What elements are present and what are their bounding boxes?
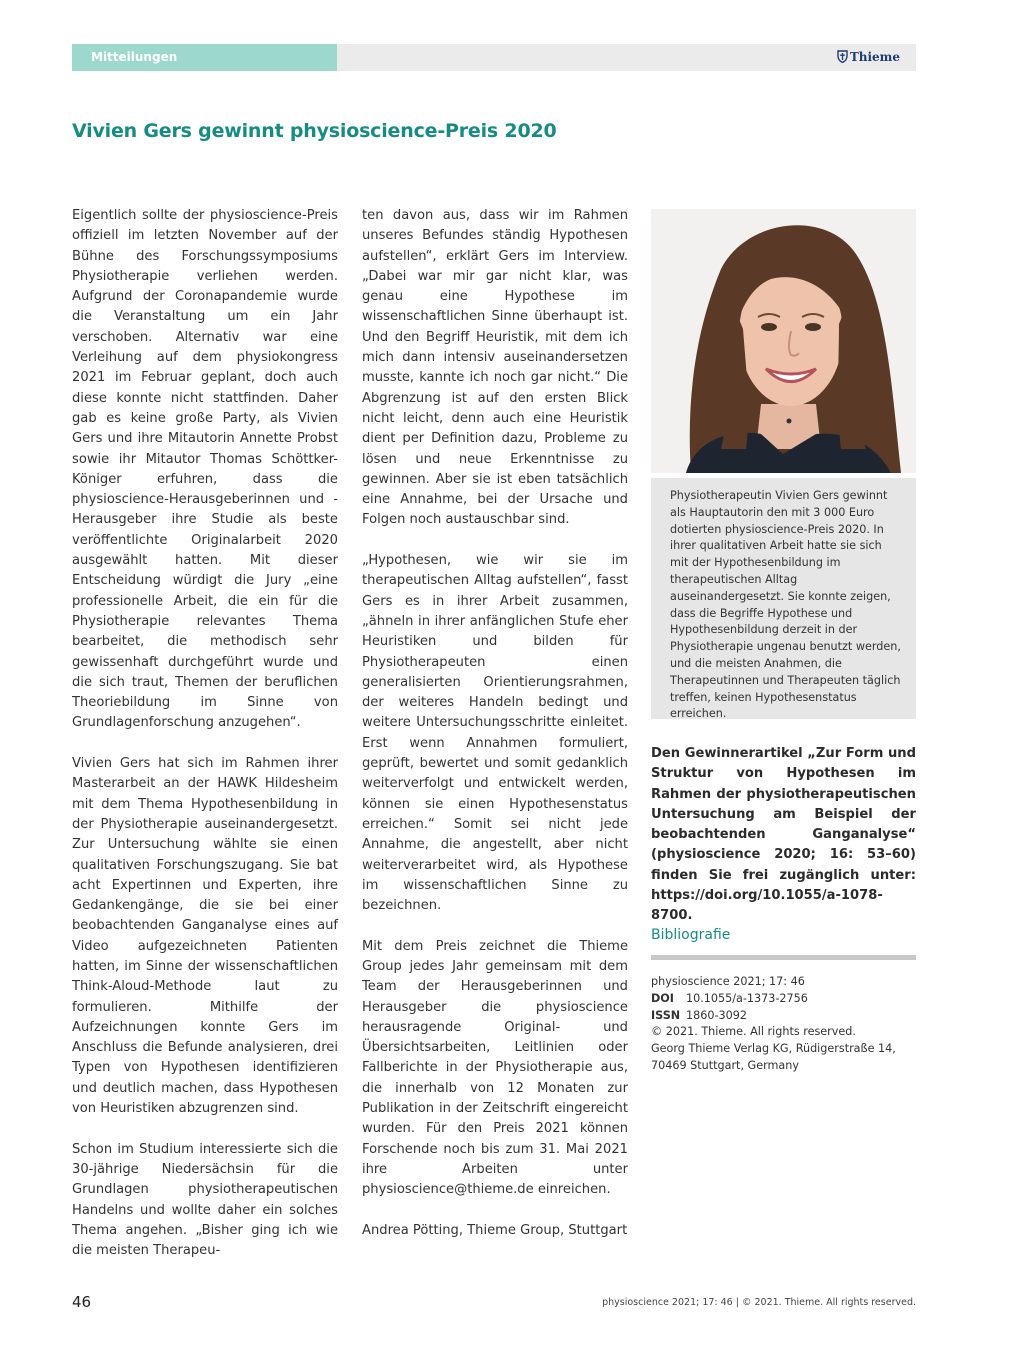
section-label: Mitteilungen	[72, 44, 337, 71]
issn-line	[651, 1008, 916, 1025]
portrait-illustration	[651, 209, 916, 473]
paragraph: Mit dem Preis zeichnet die Thieme Group jedes Jahr gemeinsam mit dem Team der Herausgeberinnen und Herausgeber die physioscience herausragende Original- und Übersichtsarbeiten, Leitlinien oder Fallberichte in der Physiotherapie aus, die innerhalb von 12 Monaten zur Publikation in der Zeitschrift eingereicht wurden. Für den Preis 2021 können Forschende noch bis zum 31. Mai 2021 ihre Arbeiten unter physioscience@thieme.de einreichen.	[362, 938, 628, 1198]
header-bar	[72, 44, 916, 71]
copyright-line: © 2021. Thieme. All rights reserved.	[651, 1025, 856, 1039]
paragraph: Vivien Gers hat sich im Rahmen ihrer Masterarbeit an der HAWK Hildesheim mit dem Thema Hypothesenbildung in der Physiotherapie auseinandergesetzt. Zur Untersuchung wählte sie einen qualitativen Forschungszugang. Sie bat acht Expertinnen und Experten, ihre Gedankengänge, die sie bei einer beobachtenden Ganganalyse eines auf Video aufgezeichneten Patienten hatten, im Sinne der wissenschaftlichen Think-Aloud-Methode laut zu formulieren. Mithilfe der Aufzeichnungen konnte Gers im Anschluss die Befunde analysieren, drei Typen von Hypothesen identifizieren und deutlich machen, dass Hypothesen von Heuristiken abzugrenzen sind.	[72, 756, 338, 1117]
doi-line	[651, 991, 916, 1008]
author-signature: Andrea Pötting, Thieme Group, Stuttgart	[362, 1222, 628, 1238]
bibliography-divider	[651, 955, 916, 960]
paragraph: Schon im Studium interessierte sich die 30-jährige Niedersächsin für die Grundlagen physiotherapeutischen Handelns und wollte daher ein solches Thema angehen. „Bisher ging ich wie die meisten Therapeu-	[72, 1141, 338, 1259]
issn-value: 1860-3092	[686, 1008, 747, 1022]
issn-label: ISSN	[651, 1008, 681, 1022]
doi-value: 10.1055/a-1373-2756	[686, 991, 808, 1005]
bibliography-citation: physioscience 2021; 17: 46	[651, 975, 805, 988]
winner-article-note: Den Gewinnerartikel „Zur Form und Struktur von Hypothesen im Rahmen der physiotherapeutischen Untersuchung am Beispiel der beobachtenden Ganganalyse“ (physioscience 2020; 16: 53–60) finden Sie frei zugänglich unter: https://doi.org/10.1055/a-1078-8700.	[651, 746, 916, 924]
thieme-logo-icon	[837, 50, 848, 63]
publisher-logo	[837, 44, 900, 71]
bibliography-block	[651, 974, 916, 1075]
doi-label: DOI	[651, 991, 674, 1005]
publisher-address-line-1: Georg Thieme Verlag KG, Rüdigerstraße 14,	[651, 1042, 896, 1056]
paragraph: ten davon aus, dass wir im Rahmen unseres Befundes ständig Hypothesen aufstellen“, erklärt Gers im Interview. „Dabei war mir gar nicht klar, was genau eine Hypothese im wissenschaftlichen Sinne überhaupt ist. Und den Begriff Heuristik, mit dem ich mich dann intensiv auseinandersetzen musste, kannte ich noch gar nicht.“ Die Abgrenzung ist auf den ersten Blick nicht leicht, denn auch eine Heuristik dient per Definition dazu, Probleme zu lösen und neue Erkenntnisse zu gewinnen. Aber sie ist eben tatsächlich eine Annahme, bei der Ursache und Folgen noch austauschbar sind.	[362, 208, 628, 528]
bibliography-heading: Bibliografie	[651, 927, 731, 943]
publisher-name: Thieme	[849, 50, 900, 64]
portrait-photo	[651, 209, 916, 473]
footer-citation: physioscience 2021; 17: 46 | © 2021. Thieme. All rights reserved.	[602, 1297, 916, 1308]
paragraph: „Hypothesen, wie wir sie im therapeutischen Alltag aufstellen“, fasst Gers es in ihrer Arbeit zusammen, „ähneln in ihrer anfänglichen Stufe eher Heuristiken und bilden für Physiotherapeuten einen generalisierten Orientierungsrahmen, der weiteres Handeln bedingt und weitere Untersuchungsschritte einleitet. Erst wenn Annahmen formuliert, geprüft, bewertet und somit gedanklich weiterverfolgt und entwickelt werden, können sie einen Hypothesenstatus erreichen.“ Somit sei nicht jede Annahme, die angestellt, aber nicht weiterverarbeitet wird, als Hypothese im wissenschaftlichen Sinne zu bezeichnen.	[362, 553, 628, 914]
article-title: Vivien Gers gewinnt physioscience-Preis 2020	[72, 120, 557, 142]
paragraph: Eigentlich sollte der physioscience-Preis offiziell im letzten November auf der Bühne des Forschungssymposiums Physiotherapie verliehen werden. Aufgrund der Coronapandemie wurde die Veranstaltung um ein Jahr verschoben. Alternativ war eine Verleihung auf dem physiokongress 2021 im Februar geplant, doch auch diese konnte nicht stattfinden. Daher gab es keine große Party, als Vivien Gers und ihre Mitautorin Annette Probst sowie ihr Mitautor Thomas Schöttker-Königer erfuhren, dass die physioscience-Herausgeberinnen und -Herausgeber ihre Studie als beste veröffentlichte Originalarbeit 2020 ausgewählt hatten. Mit dieser Entscheidung würdigt die Jury „eine professionelle Arbeit, die ein für die Physiotherapie relevantes Thema bearbeitet, die methodisch sehr gewissenhaft durchgeführt wurde und die sich traut, Themen der beruflichen Theoriebildung im Sinne von Grundlagenforschung anzugehen“.	[72, 208, 338, 731]
text-column-1	[72, 206, 338, 1282]
photo-caption: Physiotherapeutin Vivien Gers gewinnt als Hauptautorin den mit 3 000 Euro dotierten physioscience-Preis 2020. In ihrer qualitativen Arbeit hatte sie sich mit der Hypothesenbildung im therapeutischen Alltag auseinandergesetzt. Sie konnte zeigen, dass die Begriffe Hypothese und Hypothesenbildung derzeit in der Physiotherapie ungenau benutzt werden, und die meisten Anahmen, die Therapeutinnen und Therapeuten täglich treffen, keinen Hypothesenstatus erreichen.	[651, 478, 916, 719]
page-number: 46	[72, 1293, 92, 1311]
text-column-2	[362, 206, 628, 1261]
publisher-address-line-2: 70469 Stuttgart, Germany	[651, 1058, 799, 1072]
